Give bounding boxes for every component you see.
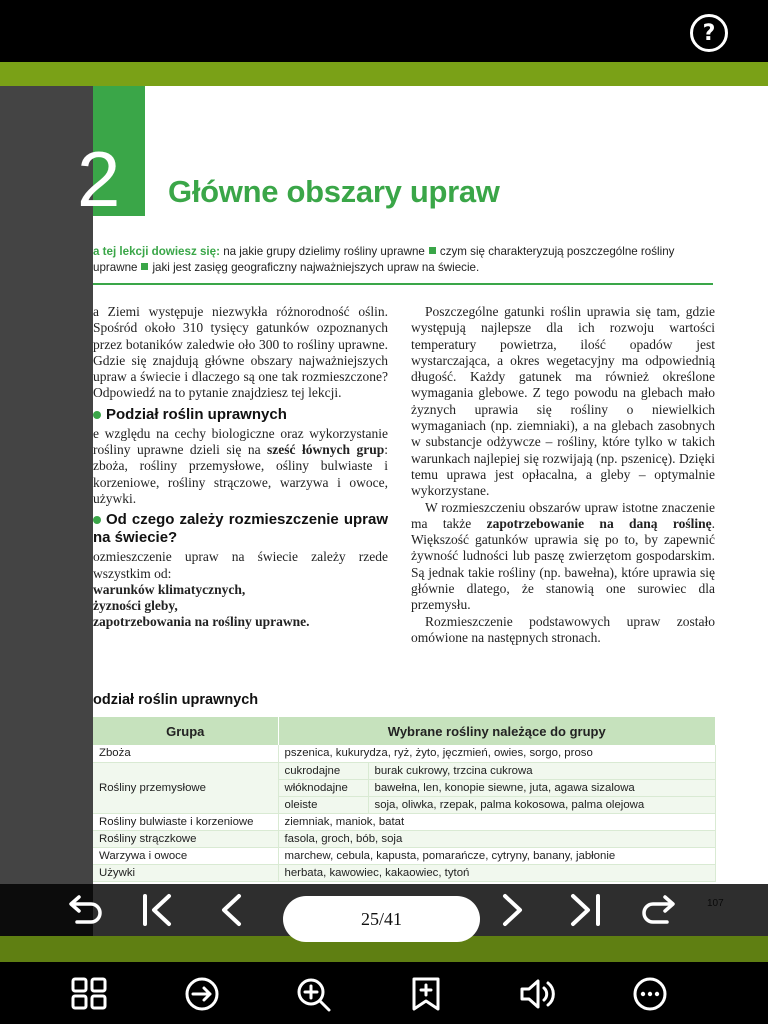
chevron-left-icon — [209, 892, 253, 928]
chapter-number: 2 — [77, 135, 121, 223]
table-row: Używki herbata, kawowiec, kakaowiec, tytoń — [93, 864, 716, 881]
page-title: Główne obszary upraw — [168, 174, 500, 209]
bullet-dot-icon — [93, 411, 101, 419]
first-page-button[interactable] — [136, 892, 182, 928]
chapter-number-box — [77, 86, 145, 223]
paragraph: Rozmieszczenie podstawowych upraw zostało omówione na następnych stronach. — [411, 613, 715, 645]
last-page-button[interactable] — [562, 892, 608, 928]
last-page-icon — [563, 892, 607, 928]
previous-page-button[interactable] — [208, 892, 254, 928]
redo-icon — [637, 892, 681, 928]
bullet-square-icon — [141, 263, 148, 270]
arrow-circle-right-icon — [182, 976, 222, 1012]
left-column — [93, 304, 388, 631]
bullet-square-icon — [429, 247, 436, 254]
table-header: Wybrane rośliny należące do grupy — [278, 717, 716, 745]
bookmark-button[interactable] — [406, 976, 446, 1012]
top-accent-bar — [0, 62, 768, 86]
first-page-icon — [137, 892, 181, 928]
paragraph: ozmieszczenie upraw na świecie zależy rzede wszystkim od: — [93, 549, 388, 581]
list-item: zapotrzebowania na rośliny uprawne. — [93, 614, 310, 630]
bottom-toolbar — [0, 962, 768, 1024]
chevron-right-icon — [491, 892, 535, 928]
intro-item: jaki jest zasięg geograficzny najważniejszych upraw na świecie. — [152, 261, 480, 274]
paragraph: a Ziemi występuje niezwykła różnorodność oślin. Spośród około 310 tysięcy gatunków ozpoznanych przez botaników zaledwie oło 300 to rośliny uprawne. Gdzie się znajdują główne obszary najważniejszych upraw a świecie i dlaczego są one tak rozmieszczone? Odpowiedź na to pytanie znajdziesz tej lekcji. — [93, 304, 388, 401]
list-item: żyzności gleby, — [93, 598, 178, 614]
lesson-intro — [93, 244, 693, 276]
audio-button[interactable] — [518, 976, 558, 1012]
page-indicator[interactable]: 25/41 — [283, 896, 480, 942]
intro-lead: a tej lekcji dowiesz się: — [93, 245, 220, 258]
right-column — [411, 304, 715, 646]
paragraph: Poszczególne gatunki roślin uprawia się tam, gdzie występują najlepsze dla ich rozwoju wartości temperatury powietrza, ilość opadów jest wystarczająca, a okres wegetacyjny ma odpowiednią długość. Każdy gatunek ma również określone wymagania glebowe. Z tego powodu na glebach mało żyznych uprawia się rośliny o niewielkich wymaganiach (np. ziemniaki), a na glebach zasobnych w substancje odżywcze – rośliny, które tylko w takich warunkach najlepiej się rozwijają (np. pszenicę). Dzięki temu uprawa jest opłacalna, a gleby – optymalnie wykorzystane. — [411, 304, 715, 499]
undo-icon — [63, 892, 107, 928]
go-to-page-button[interactable] — [182, 976, 222, 1012]
thumbnails-button[interactable] — [70, 976, 110, 1012]
table-row: Warzywa i owoce marchew, cebula, kapusta, pomarańcze, cytryny, banany, jabłonie — [93, 847, 716, 864]
table-title: odział roślin uprawnych — [93, 692, 259, 708]
crops-table — [93, 717, 716, 882]
more-options-button[interactable] — [630, 976, 670, 1012]
section-heading: Od czego zależy rozmieszczenie upraw na świecie? — [93, 511, 388, 547]
divider — [93, 283, 713, 285]
grid-icon — [70, 976, 110, 1012]
bookmark-add-icon — [406, 976, 446, 1012]
intro-item: na jakie grupy dzielimy rośliny uprawne — [223, 245, 425, 258]
speaker-icon — [518, 976, 558, 1012]
top-bar — [0, 0, 768, 62]
table-header-row — [93, 717, 716, 745]
table-row: Rośliny strączkowe fasola, groch, bób, soja — [93, 830, 716, 847]
table-row: Rośliny bulwiaste i korzeniowe ziemniak, maniok, batat — [93, 813, 716, 830]
paragraph: W rozmieszczeniu obszarów upraw istotne znaczenie ma także zapotrzebowanie na daną roślinę. Większość gatunków uprawia się po to, by zapewnić żywność ludności lub paszę zwierzętom gospodarskim. Są jednak takie rośliny (np. bawełna), które uprawia się głównie dlatego, że stanowią one surowiec dla przemysłu. — [411, 499, 715, 613]
table-row: Zboża pszenica, kukurydza, ryż, żyto, jęczmień, owies, sorgo, proso — [93, 745, 716, 762]
section-heading: Podział roślin uprawnych — [93, 406, 388, 424]
book-page — [77, 86, 768, 936]
table-row: Rośliny przemysłowe cukrodajne burak cukrowy, trzcina cukrowa — [93, 762, 716, 779]
more-icon — [630, 976, 670, 1012]
zoom-in-icon — [294, 976, 334, 1012]
table-header: Grupa — [93, 717, 278, 745]
page-navigation-bar — [0, 884, 768, 936]
factor-list — [93, 582, 388, 631]
bullet-dot-icon — [93, 516, 101, 524]
next-page-button[interactable] — [490, 892, 536, 928]
undo-button[interactable] — [62, 892, 108, 928]
help-button[interactable]: ? — [690, 14, 728, 52]
table-row: oleiste soja, oliwka, rzepak, palma kokosowa, palma olejowa — [93, 796, 716, 813]
zoom-button[interactable] — [294, 976, 334, 1012]
paragraph: e względu na cechy biologiczne oraz wykorzystanie rośliny uprawne dzieli się na sześć łównych grup: zboża, rośliny przemysłowe, ośliny bulwiaste i korzeniowe, rośliny strączowe, warzywa i owoce, używki. — [93, 425, 388, 506]
redo-button[interactable] — [636, 892, 682, 928]
list-item: warunków klimatycznych, — [93, 581, 246, 597]
intro-item: czym się charakteryzują poszczególne rośliny uprawne — [93, 245, 675, 274]
table-row: włóknodajne bawełna, len, konopie siewne, juta, agawa sizalowa — [93, 779, 716, 796]
